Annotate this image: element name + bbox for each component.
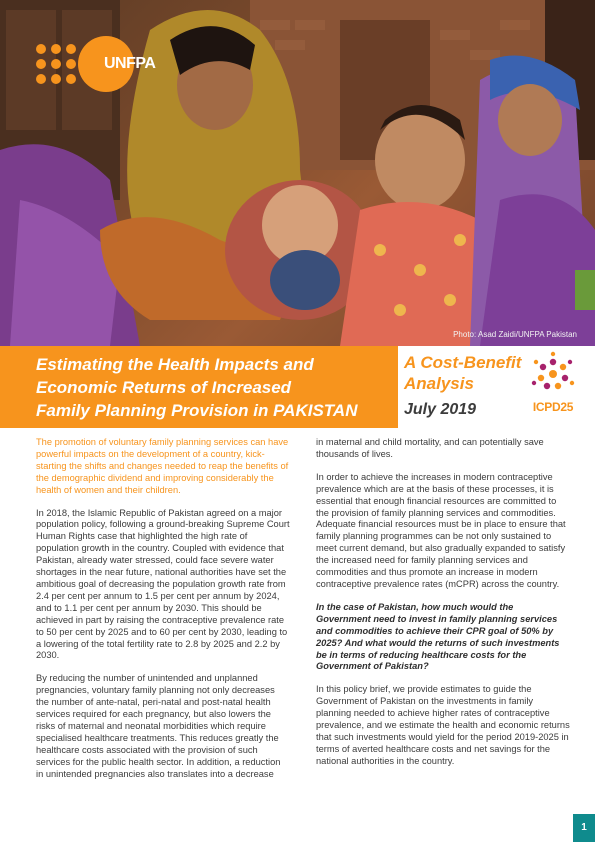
body-paragraph: In this policy brief, we provide estimates to guide the Government of Pakistan on the investments in family planning needed to achieve higher rates of contraceptive prevalence, and we estimate the health and economic returns that such investments would yield for the period 2019-2025 in terms of averted healthcare costs and net savings for the national authorities in the country.	[316, 684, 570, 766]
page-number: 1	[573, 814, 595, 842]
title-band	[0, 346, 595, 428]
logo-dots	[36, 44, 76, 84]
right-column	[316, 437, 570, 779]
body-paragraph: In 2018, the Islamic Republic of Pakistan agreed on a major population policy, following a ground-breaking Supreme Court Human Rights case that highlighted the high rate of population growth in the country. Coupled with evidence that Pakistan, already water stressed, could face severe water shortages in the near future, national authorities have set the ambitious goal of decreasing the population growth rate from 2.4 per cent per annum to 1.5 per cent per annum by 2024, and to 1.1 per cent per annum by 2030. This should be achieved in part by raising the contraceptive prevalence rate to 50 per cent by 2025 and to 60 per cent by 2030, leading to a lowering of the total fertility rate to 2.8 by 2025 and 2.2 by 2030.	[36, 507, 290, 661]
intro-paragraph: The promotion of voluntary family planning services can have powerful impacts on the development of a country, kick-starting the shifts and changes needed to reap the benefits of the demographic dividend and improving considerably the health of women and their children.	[36, 437, 289, 495]
cover-photo	[0, 0, 595, 346]
body-paragraph: In order to achieve the increases in modern contraceptive prevalence which are at the basis of these processes, it is essential that enough financial resources are committed to the provision of family planning services and commodities. Adequate financial resources must be in place to ensure that family planning programmes can be not only sustained to meet current demand, but also gradually expanded to satisfy the increased need for family planning services and commodities and thus promote an increase in modern contraceptive prevalence rates (mCPR) across the country.	[316, 471, 566, 589]
icpd-label: ICPD25	[532, 400, 574, 414]
title-line-3: Family Planning Provision in PAKISTAN	[36, 401, 358, 420]
body-paragraph: By reducing the number of unintended and unplanned pregnancies, voluntary family planning not only decreases the number of ante-natal, peri-natal and post-natal health services required for each pregnancy, but also lowers the risks of maternal and neonatal morbidities which require specialised healthcare treatments. This reduces greatly the healthcare costs associated with the provision of such services for the public health sector. In addition, a reduction in unintended pregnancies also translates into a decrease	[36, 673, 281, 779]
title-line-1: Estimating the Health Impacts and	[36, 355, 314, 374]
icpd-emblem-icon	[526, 350, 580, 400]
subtitle-block	[398, 346, 595, 428]
title-block	[0, 346, 398, 428]
publication-date: July 2019	[404, 401, 477, 418]
key-question: In the case of Pakistan, how much would the Government need to invest in family planning services and commodities to achieve their CPR goal of 50% by 2025? And what would the returns of such investments be in terms of reducing healthcare costs for the Government of Pakistan?	[316, 601, 560, 672]
subtitle-line-1: A Cost-Benefit	[404, 353, 522, 372]
subtitle	[404, 352, 521, 394]
org-name: UNFPA	[104, 55, 156, 72]
icpd25-logo	[526, 350, 580, 422]
photo-credit: Photo: Asad Zaidi/UNFPA Pakistan	[453, 330, 577, 339]
unfpa-logo	[36, 36, 155, 92]
body-paragraph: in maternal and child mortality, and can potentially save thousands of lives.	[316, 437, 544, 459]
subtitle-line-2: Analysis	[404, 374, 474, 393]
title-line-2: Economic Returns of Increased	[36, 378, 292, 397]
left-column	[36, 437, 290, 791]
